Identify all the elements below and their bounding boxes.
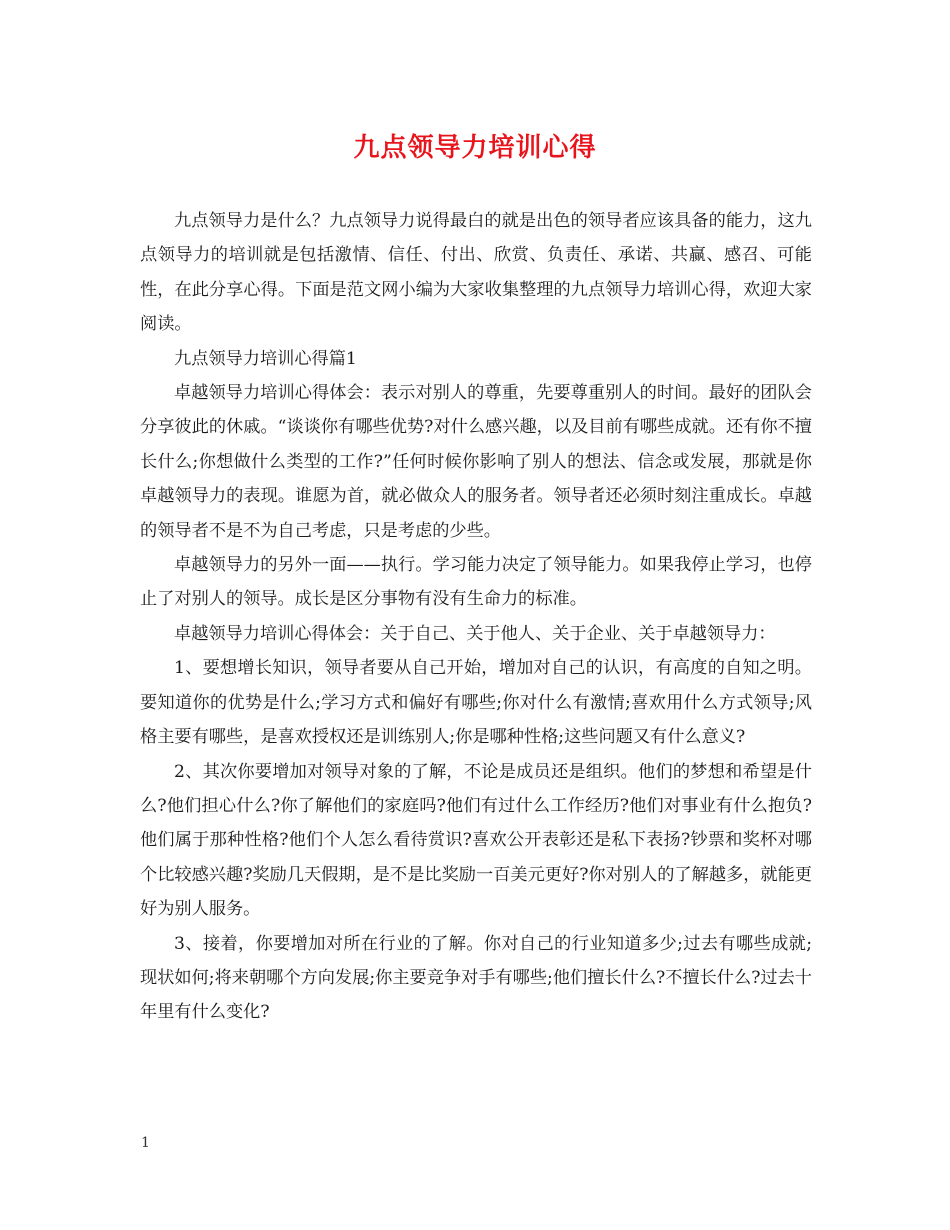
section-heading: 九点领导力培训心得篇1	[174, 348, 357, 369]
document-body	[140, 204, 812, 1030]
paragraph-about: 卓越领导力培训心得体会：关于自己、关于他人、关于企业、关于卓越领导力：	[174, 623, 776, 644]
paragraph-intro: 九点领导力是什么？九点领导力说得最白的就是出色的领导者应该具备的能力，这九点领导力的培训就是包括激情、信任、付出、欣赏、负责任、承诺、共赢、感召、可能性，在此分享心得。下面是范文网小编为大家收集整理的九点领导力培训心得，欢迎大家阅读。	[140, 211, 812, 335]
paragraph-point-2: 2、其次你要增加对领导对象的了解，不论是成员还是组织。他们的梦想和希望是什么?他们担心什么?你了解他们的家庭吗?他们有过什么工作经历?他们对事业有什么抱负?他们属于那种性格?他们个人怎么看待赏识?喜欢公开表彰还是私下表扬?钞票和奖杯对哪个比较感兴趣?奖励几天假期，是不是比奖励一百美元更好?你对别人的了解越多，就能更好为别人服务。	[140, 761, 812, 920]
document-title: 九点领导力培训心得	[353, 133, 597, 163]
paragraph-point-3: 3、接着，你要增加对所在行业的了解。你对自己的行业知道多少;过去有哪些成就;现状如何;将来朝哪个方向发展;你主要竞争对手有哪些;他们擅长什么?不擅长什么?过去十年里有什么变化?	[140, 933, 812, 1023]
paragraph-execution: 卓越领导力的另外一面——执行。学习能力决定了领导能力。如果我停止学习，也停止了对别人的领导。成长是区分事物有没有生命力的标准。	[140, 555, 812, 610]
page-number: 1	[141, 1135, 150, 1151]
paragraph-point-1: 1、要想增长知识，领导者要从自己开始，增加对自己的认识，有高度的自知之明。要知道你的优势是什么;学习方式和偏好有哪些;你对什么有激情;喜欢用什么方式领导;风格主要有哪些，是喜欢授权还是训练别人;你是哪种性格;这些问题又有什么意义?	[140, 658, 812, 748]
paragraph-respect: 卓越领导力培训心得体会：表示对别人的尊重，先要尊重别人的时间。最好的团队会分享彼此的休戚。“谈谈你有哪些优势?对什么感兴趣，以及目前有哪些成就。还有你不擅长什么;你想做什么类型的工作?”任何时候你影响了别人的想法、信念或发展，那就是你卓越领导力的表现。谁愿为首，就必做众人的服务者。领导者还必须时刻注重成长。卓越的领导者不是不为自己考虑，只是考虑的少些。	[140, 383, 812, 541]
